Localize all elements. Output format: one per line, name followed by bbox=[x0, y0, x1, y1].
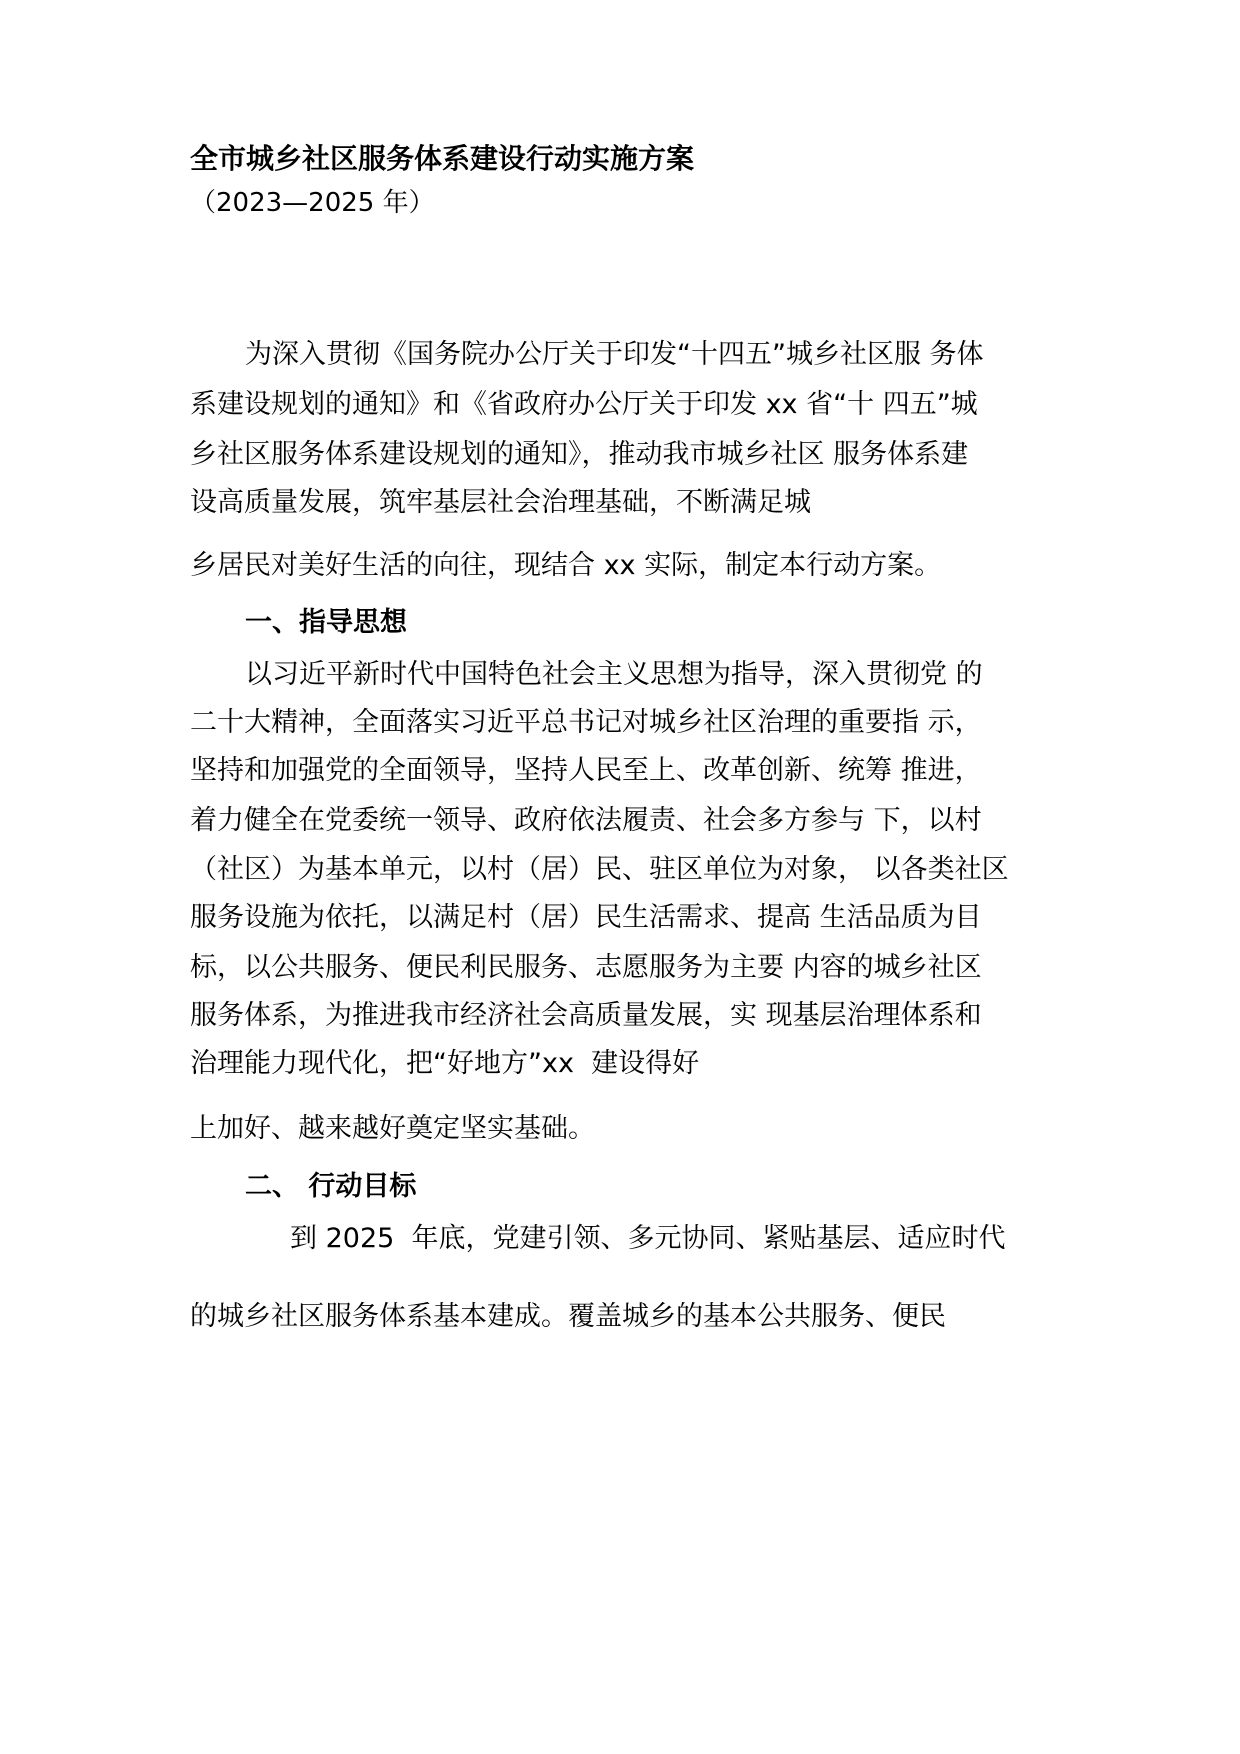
section-1-line-3: 坚持和加强党的全面领导，坚持人民至上、改革创新、统筹 推进， bbox=[190, 755, 982, 786]
section-1-heading: 一、指导思想 bbox=[245, 607, 407, 638]
intro-line-3: 乡社区服务体系建设规划的通知》，推动我市城乡社区 服务体系建 bbox=[190, 439, 969, 470]
section-1-line-8: 服务体系，为推进我市经济社会高质量发展，实 现基层治理体系和 bbox=[190, 1000, 982, 1031]
section-1-line-4: 着力健全在党委统一领导、政府依法履责、社会多方参与 下，以村 bbox=[190, 805, 982, 836]
section-1-line-2: 二十大精神，全面落实习近平总书记对城乡社区治理的重要指 示， bbox=[190, 707, 982, 738]
section-2-line-2: 的城乡社区服务体系基本建成。覆盖城乡的基本公共服务、便民 bbox=[190, 1301, 946, 1332]
section-1-line-9: 治理能力现代化，把“好地方”xx 建设得好 bbox=[190, 1048, 700, 1079]
intro-line-4: 设高质量发展，筑牢基层社会治理基础，不断满足城 bbox=[190, 487, 811, 518]
intro-line-2: 系建设规划的通知》和《省政府办公厅关于印发 xx 省“十 四五”城 bbox=[190, 389, 978, 420]
document-subtitle: （2023—2025 年） bbox=[190, 188, 435, 218]
section-1-line-6: 服务设施为依托，以满足村（居）民生活需求、提高 生活品质为目 bbox=[190, 902, 982, 933]
section-1-line-7: 标，以公共服务、便民利民服务、志愿服务为主要 内容的城乡社区 bbox=[190, 952, 982, 983]
section-1-line-1: 以习近平新时代中国特色社会主义思想为指导，深入贯彻党 的 bbox=[245, 659, 983, 690]
intro-line-5: 乡居民对美好生活的向往，现结合 xx 实际，制定本行动方案。 bbox=[190, 550, 942, 581]
section-1-line-5: （社区）为基本单元，以村（居）民、驻区单位为对象， 以各类社区 bbox=[190, 854, 1009, 885]
section-2-line-1: 到 2025 年底，党建引领、多元协同、紧贴基层、适应时代 bbox=[290, 1223, 1006, 1254]
intro-line-1: 为深入贯彻《国务院办公厅关于印发“十四五”城乡社区服 务体 bbox=[245, 339, 984, 370]
section-1-line-10: 上加好、越来越好奠定坚实基础。 bbox=[190, 1113, 595, 1144]
section-2-heading: 二、 行动目标 bbox=[245, 1171, 417, 1202]
document-title: 全市城乡社区服务体系建设行动实施方案 bbox=[190, 142, 695, 175]
